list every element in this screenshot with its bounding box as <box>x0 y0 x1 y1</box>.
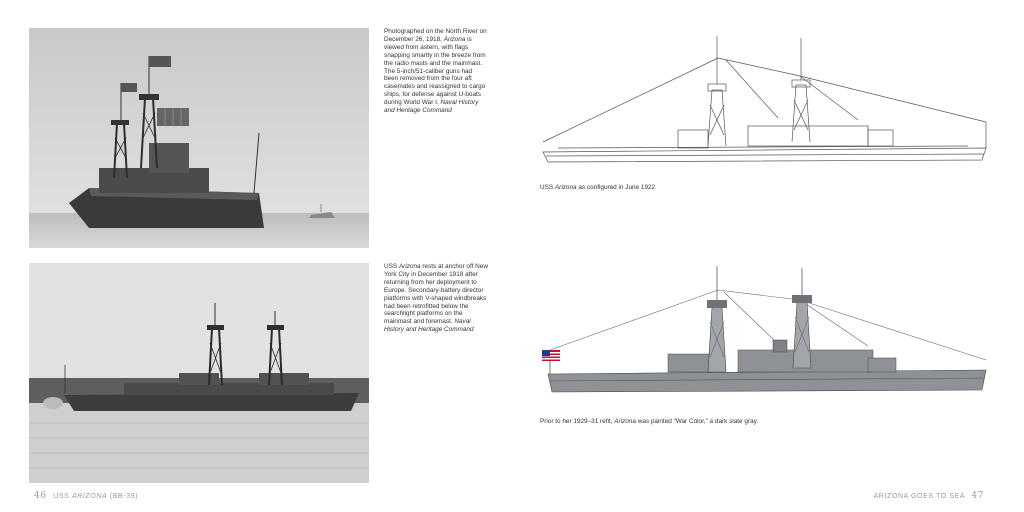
profile-drawing-war-color <box>538 262 990 400</box>
drawing2-caption: Prior to her 1929–31 refit, Arizona was painted “War Color,” a dark slate gray. <box>540 418 759 425</box>
right-running-title: ARIZONA GOES TO SEA <box>873 493 965 500</box>
right-page-number: 47 <box>971 491 984 501</box>
photo1-caption: Photographed on the North River on December 26, 1918, Arizona is viewed from astern, with flags snapping smartly in the breeze from the radio masts and the mainmast. The 5-inch/51-caliber guns had been removed from the four aft casemates and reassigned to cargo ships, for defense against U-boats during World War I. Naval History and Heritage Command <box>384 28 487 115</box>
profile-drawing-june-1922 <box>538 30 990 168</box>
left-page-footer <box>30 491 138 501</box>
right-page-footer <box>874 491 988 501</box>
us-flag-icon <box>542 350 560 361</box>
photo-arizona-at-anchor-new-york <box>29 263 369 483</box>
left-running-title: USS ARIZONA (BB-39) <box>53 493 139 500</box>
left-page-number: 46 <box>34 491 47 501</box>
photo2-caption: USS Arizona rests at anchor off New York City in December 1918 after returning from her deployment to Europe. Secondary-battery director platforms with V-shaped windbreaks had been retrofitted below the searchlight platforms on the mainmast and foremast. Naval History and Heritage Command <box>384 263 488 334</box>
photo-arizona-north-river-1918 <box>29 28 369 248</box>
drawing1-caption: USS Arizona as configured in June 1922 <box>540 184 656 191</box>
